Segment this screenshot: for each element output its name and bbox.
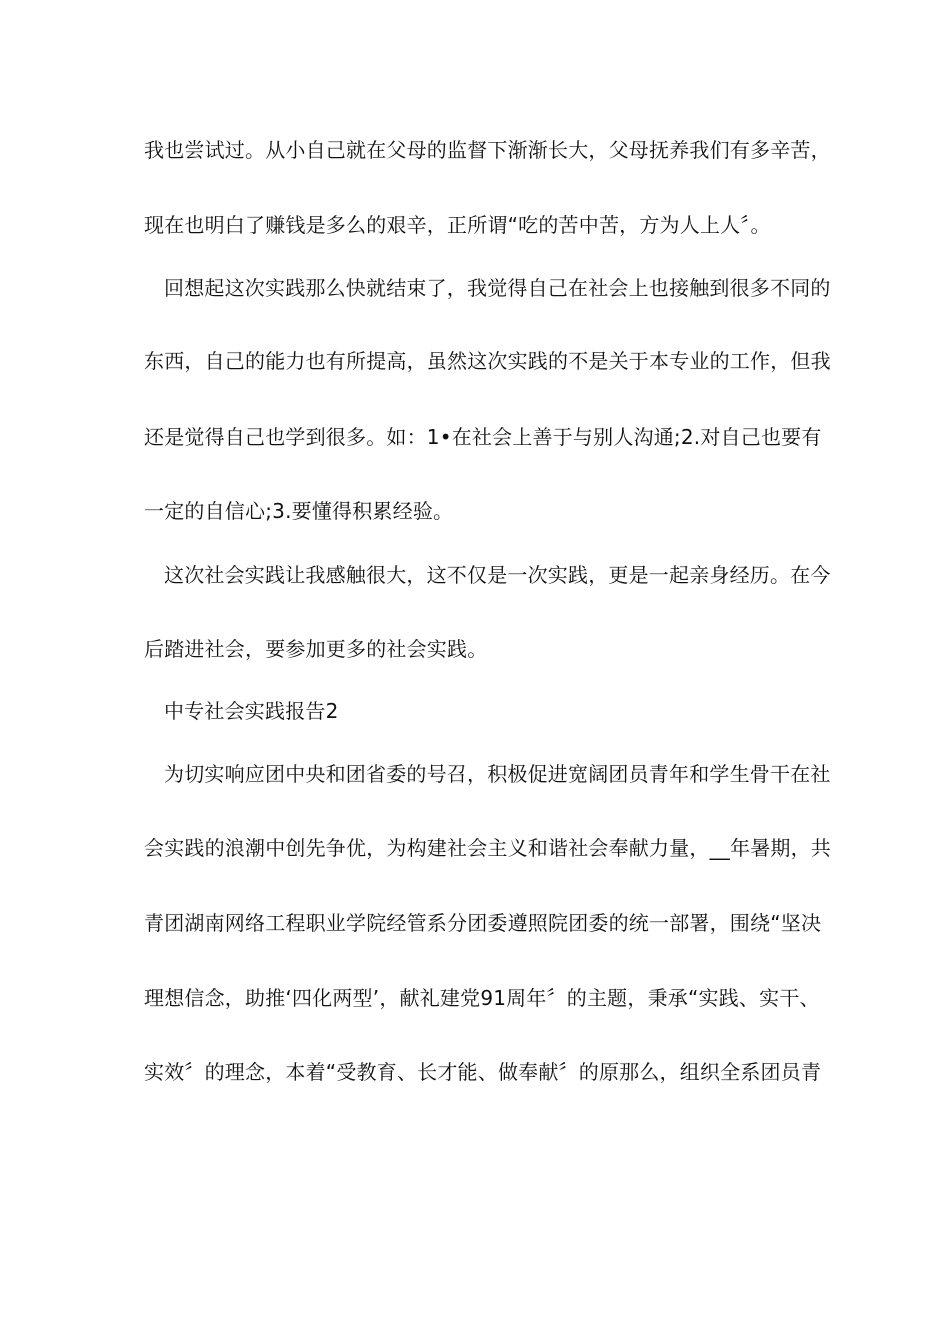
paragraph-line: 青团湖南网络工程职业学院经管系分团委遵照院团委的统一部署，围绕“坚决 [144,911,822,935]
paragraph-line: 现在也明白了赚钱是多么的艰辛，正所谓“吃的苦中苦，方为人上人〞。 [144,213,771,237]
paragraph-line: 会实践的浪潮中创先争优，为构建社会主义和谐社会奉献力量，__年暑期，共 [144,836,831,860]
paragraph-line: 理想信念，助推‘四化两型’，献礼建党91周年〞的主题，秉承“实践、实干、 [144,986,820,1010]
paragraph-line: 一定的自信心;3.要懂得积累经验。 [144,499,454,523]
paragraph-line: 回想起这次实践那么快就结束了，我觉得自己在社会上也接触到很多不同的 [164,276,831,300]
section-heading: 中专社会实践报告2 [164,699,339,723]
paragraph-line: 实效〞的理念，本着“受教育、长才能、做奉献〞的原那么，组织全系团员青 [144,1060,822,1084]
paragraph-line: 为切实响应团中央和团省委的号召，积极促进宽阔团员青年和学生骨干在社 [164,762,831,786]
paragraph-line: 我也尝试过。从小自己就在父母的监督下渐渐长大，父母抚养我们有多辛苦， [144,138,831,162]
paragraph-line: 这次社会实践让我感触很大，这不仅是一次实践，更是一起亲身经历。在今 [164,563,831,587]
paragraph-line: 后踏进社会，要参加更多的社会实践。 [144,637,488,661]
paragraph-line: 东西，自己的能力也有所提高，虽然这次实践的不是关于本专业的工作，但我 [144,349,831,373]
paragraph-line: 还是觉得自己也学到很多。如：1•在社会上善于与别人沟通;2.对自己也要有 [144,425,822,449]
